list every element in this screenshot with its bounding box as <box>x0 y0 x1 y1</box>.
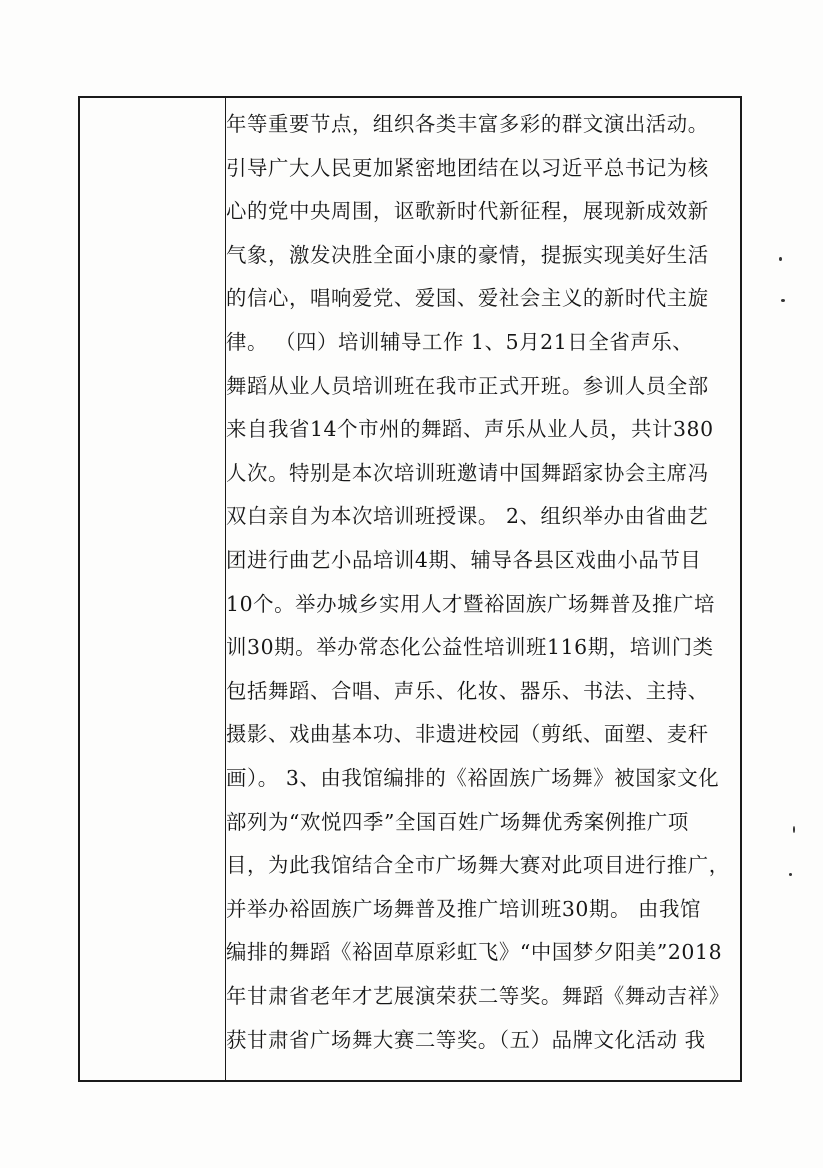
text-line: 律。 （四）培训辅导工作 1、5月21日全省声乐、 <box>226 330 694 354</box>
table-left-column <box>80 98 226 1080</box>
text-line: 年甘肃省老年才艺展演荣获二等奖。舞蹈《舞动吉祥》 <box>226 984 730 1008</box>
table-right-column <box>226 98 740 1080</box>
scan-speck <box>789 873 792 876</box>
text-line: 人次。特别是本次培训班邀请中国舞蹈家协会主席冯 <box>226 460 709 485</box>
text-line: 双白亲自为本次培训班授课。 2、组织举办由省曲艺 <box>226 504 709 529</box>
text-line: 10个。举办城乡实用人才暨裕固族广场舞普及推广培 <box>226 591 715 616</box>
scan-speck <box>793 826 795 833</box>
text-line: 的信心，唱响爱党、爱国、爱社会主义的新时代主旋 <box>226 286 709 311</box>
text-line: 部列为“欢悦四季”全国百姓广场舞优秀案例推广项 <box>226 809 689 834</box>
table-frame <box>78 96 742 1082</box>
text-line: 包括舞蹈、合唱、声乐、化妆、器乐、书法、主持、 <box>226 678 709 703</box>
text-line: 来自我省14个市州的舞蹈、声乐从业人员，共计380 <box>226 417 714 442</box>
text-line: 画）。 3、由我馆编排的《裕固族广场舞》被国家文化 <box>226 766 720 790</box>
scan-speck <box>781 299 785 302</box>
text-line: 训30期。举办常态化公益性培训班116期，培训门类 <box>226 635 714 660</box>
scan-speck <box>779 257 782 261</box>
text-line: 引导广大人民更加紧密地团结在以习近平总书记为核 <box>226 155 709 180</box>
text-line: 编排的舞蹈《裕固草原彩虹飞》“中国梦夕阳美”2018 <box>226 940 723 965</box>
text-line: 并举办裕固族广场舞普及推广培训班30期。 由我馆 <box>226 896 702 921</box>
text-line: 舞蹈从业人员培训班在我市正式开班。参训人员全部 <box>226 373 709 398</box>
text-line: 获甘肃省广场舞大赛二等奖。（五）品牌文化活动 我 <box>226 1027 706 1052</box>
text-line: 气象，激发决胜全面小康的豪情，提振实现美好生活 <box>226 242 709 267</box>
text-line: 摄影、戏曲基本功、非遗进校园（剪纸、面塑、麦秆 <box>226 722 709 747</box>
text-line: 年等重要节点，组织各类丰富多彩的群文演出活动。 <box>226 112 709 136</box>
text-line: 心的党中央周围，讴歌新时代新征程，展现新成效新 <box>226 199 709 224</box>
text-line: 目，为此我馆结合全市广场舞大赛对此项目进行推广， <box>226 853 730 878</box>
text-line: 团进行曲艺小品培训4期、辅导各县区戏曲小品节目 <box>226 548 702 572</box>
